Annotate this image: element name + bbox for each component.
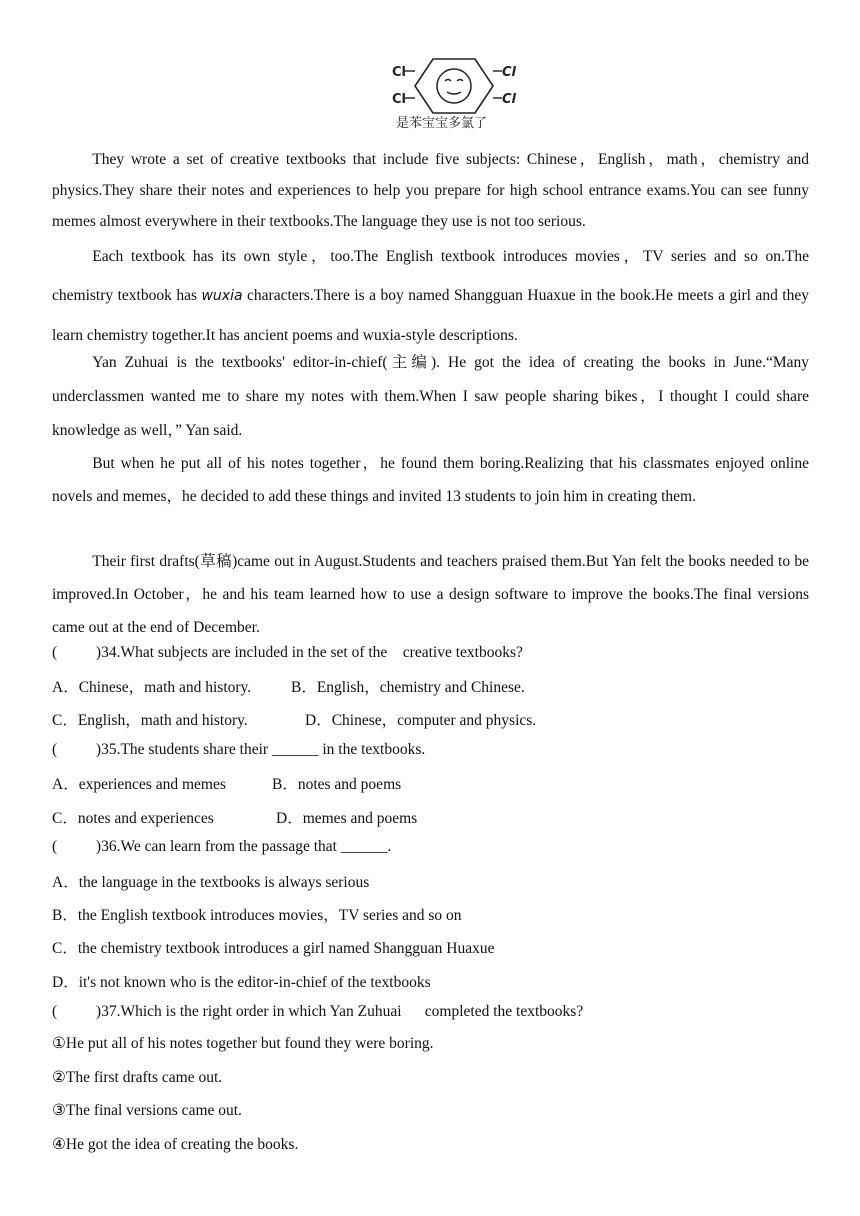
passage-paragraph-1: [52, 144, 809, 237]
paragraph-text: [52, 237, 809, 355]
q35-option-b[interactable]: B．notes and poems: [272, 776, 402, 793]
paragraph-text: But when he put all of his notes together，he found them boring.Realizing that his classmates enjoyed online novels and memes，he decided to add these things and invited 13 students to join him in creating them.: [52, 455, 809, 505]
cl-left-bottom-label: Cl: [392, 92, 406, 107]
passage-paragraph-2: [52, 237, 809, 355]
passage-paragraph-3: [52, 346, 809, 448]
q36-option-d[interactable]: D．it's not known who is the editor‐in‐chief of the textbooks: [52, 974, 431, 991]
q36-option-a[interactable]: A．the language in the textbooks is always serious: [52, 874, 370, 891]
q34-option-c[interactable]: C．English，math and history.: [52, 712, 248, 729]
q37-step-1: ①He put all of his notes together but found they were boring.: [52, 1035, 434, 1052]
q36-option-c[interactable]: C．the chemistry textbook introduces a girl named Shangguan Huaxue: [52, 940, 495, 957]
q35-option-a[interactable]: A．experiences and memes: [52, 776, 226, 793]
q37-step-4: ④He got the idea of creating the books.: [52, 1136, 299, 1153]
q37-step-3: ③The final versions came out.: [52, 1102, 242, 1119]
q34-option-b[interactable]: B．English，chemistry and Chinese.: [291, 679, 525, 696]
question-34-stem: ( )34.What subjects are included in the set of the creative textbooks?: [52, 644, 523, 661]
cl-left-top-label: Cl: [392, 65, 406, 80]
q37-step-2: ②The first drafts came out.: [52, 1069, 223, 1086]
question-35-stem: ( )35.The students share their ______ in the textbooks.: [52, 741, 426, 758]
paragraph-text-part: characters.There is a boy named Shangguan Huaxue in the book.He meets a girl and they learn chemistry together.It has ancient poems and wuxia-style descriptions.: [52, 287, 809, 344]
passage-paragraph-4: [52, 447, 809, 513]
cl-right-bottom-label: Cl: [502, 92, 516, 107]
q34-option-a[interactable]: A．Chinese，math and history.: [52, 679, 252, 696]
paragraph-text: They wrote a set of creative textbooks that include five subjects: Chinese，English，math，chemistry and physics.They share their notes and experiences to help you prepare for high school entrance exams.You can see funny memes almost everywhere in their textbooks.The language they use is not too serious.: [52, 151, 809, 230]
paragraph-text: Their first drafts(草稿)came out in August.Students and teachers praised them.But Yan felt the books needed to be improved.In October，he and his team learned how to use a design software to improve the books.The final versions came out at the end of December.: [52, 553, 809, 636]
q34-option-d[interactable]: D．Chinese，computer and physics.: [305, 712, 537, 729]
question-37-stem: ( )37.Which is the right order in which Yan Zuhuai completed the textbooks?: [52, 1003, 584, 1020]
q35-option-d[interactable]: D．memes and poems: [276, 810, 418, 827]
cl-right-top-label: Cl: [502, 65, 516, 80]
q36-option-b[interactable]: B．the English textbook introduces movies，TV series and so on: [52, 907, 462, 924]
q35-option-c[interactable]: C．notes and experiences: [52, 810, 214, 827]
wuxia-word: wuxia: [201, 288, 243, 304]
benzene-face-icon: [390, 56, 520, 116]
question-36-stem: ( )36.We can learn from the passage that ______.: [52, 838, 392, 855]
meme-caption: 是苯宝宝多氯了: [396, 116, 488, 131]
passage-paragraph-5: [52, 545, 809, 644]
paragraph-text: Yan Zuhuai is the textbooks' editor‐in‐chief(主编). He got the idea of creating the books in June.“Many underclassmen wanted me to share my notes with them.When I saw people sharing bikes，I thought I could share knowledge as well，” Yan said.: [52, 354, 809, 439]
paragraph-text-part: Each textbook has its own style，too.The English textbook introduces movies，TV series and so on.The chemistry textbook has: [52, 248, 809, 304]
